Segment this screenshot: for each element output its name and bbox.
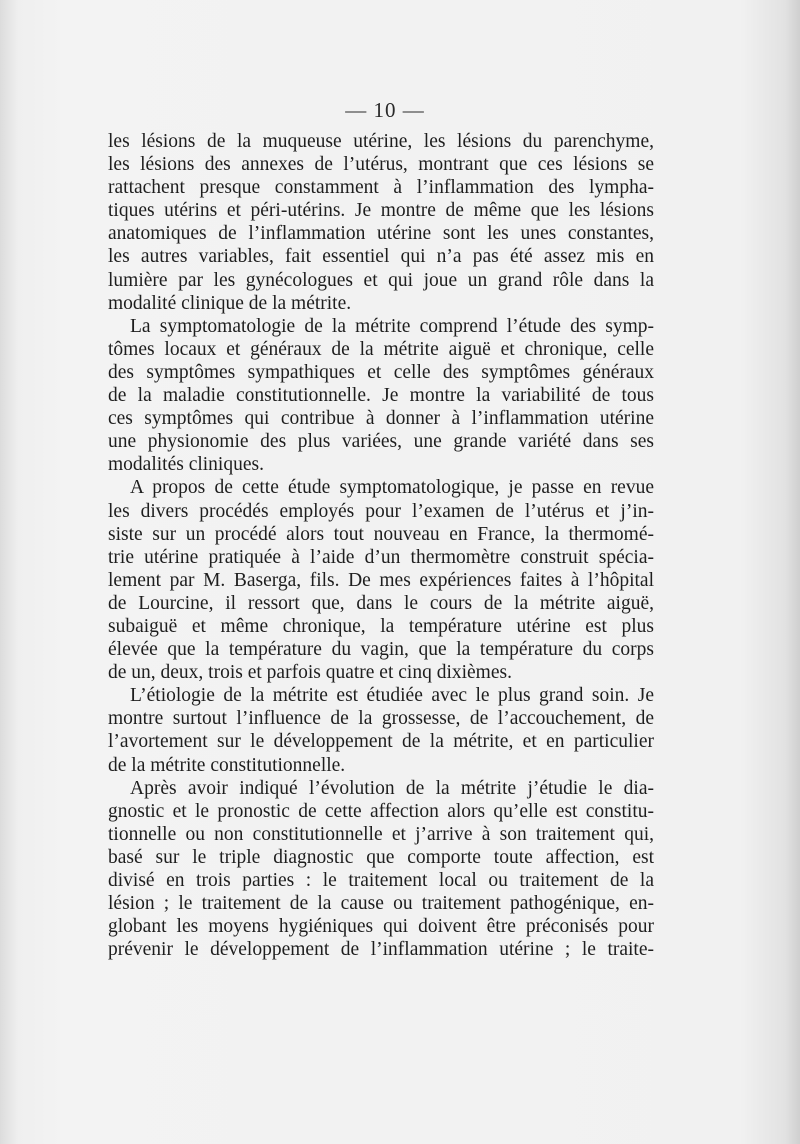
text-line: globant les moyens hygiéniques qui doivent être préconisés pour (108, 916, 654, 938)
text-line: des symptômes sympathiques et celle des symptômes généraux (108, 361, 654, 383)
paragraph (108, 315, 654, 477)
text-line: de la maladie constitutionnelle. Je montre la variabilité de tous (108, 385, 654, 407)
text-line: Après avoir indiqué l’évolution de la métrite j’étudie le dia- (130, 777, 654, 799)
text-line: subaiguë et même chronique, la température utérine est plus (108, 615, 654, 637)
text-line: A propos de cette étude symptomatologique, je passe en revue (130, 477, 654, 499)
text-line: les divers procédés employés pour l’examen de l’utérus et j’in- (108, 500, 654, 522)
text-line: prévenir le développement de l’inflammation utérine ; le traite- (108, 939, 654, 961)
text-line: de un, deux, trois et parfois quatre et cinq dixièmes. (108, 662, 512, 684)
text-line: anatomiques de l’inflammation utérine sont les unes constantes, (108, 223, 654, 245)
body-text (108, 130, 654, 961)
text-line: montre surtout l’influence de la grossesse, de l’accouchement, de (108, 708, 654, 730)
text-line: lumière par les gynécologues et qui joue un grand rôle dans la (108, 269, 654, 291)
text-line: tômes locaux et généraux de la métrite aiguë et chronique, celle (108, 338, 654, 360)
paragraph (108, 684, 654, 776)
text-line: rattachent presque constamment à l’inflammation des lympha- (108, 177, 654, 199)
text-line: siste sur un procédé alors tout nouveau en France, la thermomé- (108, 523, 654, 545)
text-line: trie utérine pratiquée à l’aide d’un thermomètre construit spécia- (108, 546, 654, 568)
text-line: La symptomatologie de la métrite comprend l’étude des symp- (130, 315, 654, 337)
text-line: modalité clinique de la métrite. (108, 292, 352, 314)
text-line: les autres variables, fait essentiel qui n’a pas été assez mis en (108, 246, 654, 268)
text-line: basé sur le triple diagnostic que comporte toute affection, est (108, 846, 654, 868)
paragraph (108, 130, 654, 315)
paragraph (108, 476, 654, 684)
text-line: tiques utérins et péri-utérins. Je montre de même que les lésions (108, 200, 654, 222)
text-line: élevée que la température du vagin, que la température du corps (108, 639, 654, 661)
text-line: tionnelle ou non constitutionnelle et j’arrive à son traitement qui, (108, 823, 654, 845)
text-line: de la métrite constitutionnelle. (108, 754, 346, 776)
text-line: de Lourcine, il ressort que, dans le cours de la métrite aiguë, (108, 592, 654, 614)
text-line: une physionomie des plus variées, une grande variété dans ses (108, 431, 654, 453)
text-line: lement par M. Baserga, fils. De mes expériences faites à l’hôpital (108, 569, 654, 591)
text-line: ces symptômes qui contribue à donner à l’inflammation utérine (108, 408, 654, 430)
text-line: lésion ; le traitement de la cause ou traitement pathogénique, en- (108, 893, 654, 915)
text-line: l’avortement sur le développement de la métrite, et en particulier (108, 731, 654, 753)
paragraph (108, 777, 654, 962)
page-number: — 10 — (345, 98, 425, 122)
text-line: gnostic et le pronostic de cette affection alors qu’elle est constitu- (108, 800, 654, 822)
text-line: les lésions des annexes de l’utérus, montrant que ces lésions se (108, 154, 654, 176)
text-line: divisé en trois parties : le traitement local ou traitement de la (108, 870, 654, 891)
text-line: L’étiologie de la métrite est étudiée avec le plus grand soin. Je (130, 685, 654, 707)
text-line: modalités cliniques. (108, 454, 264, 476)
text-line: les lésions de la muqueuse utérine, les lésions du parenchyme, (108, 131, 654, 152)
